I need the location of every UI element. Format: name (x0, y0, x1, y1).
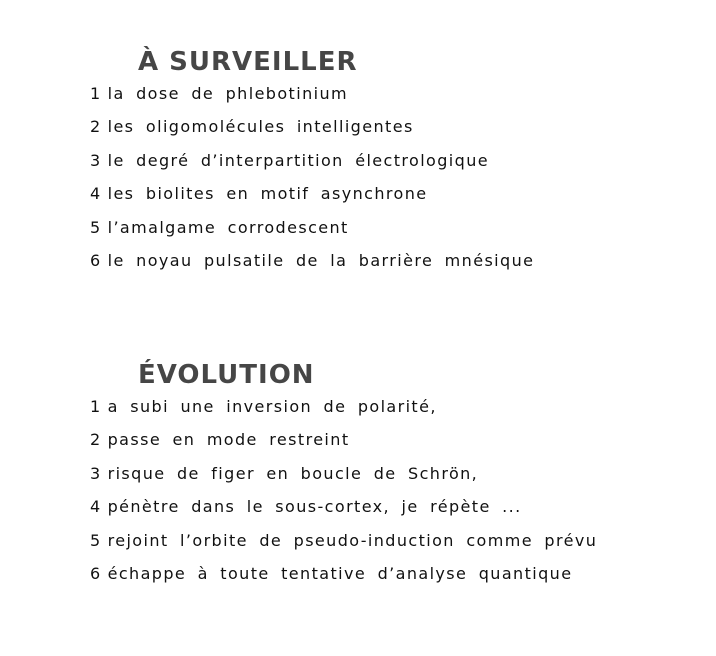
item-number: 2 (90, 117, 102, 137)
list-item (90, 184, 534, 217)
item-number: 6 (90, 563, 102, 583)
item-text: passe en mode restreint (107, 430, 350, 450)
item-text: l’amalgame corrodescent (107, 217, 349, 237)
list-item (90, 564, 597, 597)
list-item (90, 430, 597, 463)
item-text: le noyau pulsatile de la barrière mnésique (107, 250, 535, 270)
watch-list (90, 84, 534, 284)
section-title: ÉVOLUTION (138, 360, 315, 390)
item-text: le degré d’interpartition électrologique (107, 150, 489, 170)
item-number: 5 (90, 530, 102, 550)
list-item (90, 531, 597, 564)
evolution-list (90, 397, 597, 597)
list-item (90, 151, 534, 184)
list-item (90, 251, 534, 284)
list-item (90, 497, 597, 530)
item-number: 3 (90, 463, 102, 483)
item-text: risque de figer en boucle de Schrön, (107, 463, 479, 483)
list-item (90, 117, 534, 150)
item-number: 6 (90, 250, 102, 270)
item-text: pénètre dans le sous-cortex, je répète ... (107, 497, 522, 517)
item-number: 4 (90, 497, 102, 517)
item-text: la dose de phlebotinium (107, 84, 348, 103)
list-item (90, 397, 597, 430)
item-number: 2 (90, 430, 102, 450)
item-text: rejoint l’orbite de pseudo-induction comme prévu (107, 530, 598, 550)
item-number: 3 (90, 150, 102, 170)
item-number: 1 (90, 397, 102, 416)
item-text: les oligomolécules intelligentes (107, 117, 414, 137)
item-number: 5 (90, 217, 102, 237)
item-text: échappe à toute tentative d’analyse quantique (107, 563, 573, 583)
list-item (90, 84, 534, 117)
item-text: les biolites en motif asynchrone (107, 184, 428, 204)
section-title: À SURVEILLER (138, 47, 358, 77)
item-number: 4 (90, 184, 102, 204)
item-number: 1 (90, 84, 102, 103)
item-text: a subi une inversion de polarité, (107, 397, 437, 416)
list-item (90, 464, 597, 497)
list-item (90, 218, 534, 251)
